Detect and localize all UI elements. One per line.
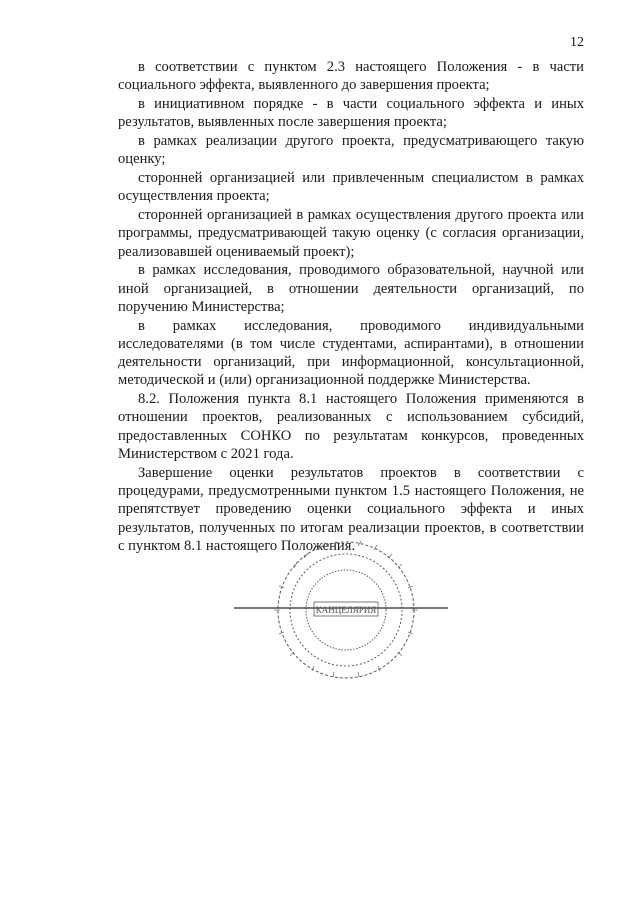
paragraph-4: сторонней организацией или привлеченным специалистом в рамках осуществления проекта; [118,169,584,205]
official-stamp [234,538,448,684]
paragraph-7: в рамках исследования, проводимого индивидуальными исследователями (в том числе студентами, аспирантами), в отношении деятельности организаций, при информационной, консультационной, методической и (или) организационной поддержке Министерства. [118,317,584,389]
paragraph-2: в инициативном порядке - в части социального эффекта и иных результатов, выявленных после завершения проекта; [118,95,584,131]
paragraph-final: Завершение оценки результатов проектов в соответствии с процедурами, предусмотренными пунктом 1.5 настоящего Положения, не препятствует проведению оценки социального эффекта и иных результатов, полученных по итогам реализации проектов, в соответствии с пунктом 8.1 настоящего Положения. [118,464,584,554]
paragraph-8-2: 8.2. Положения пункта 8.1 настоящего Положения применяются в отношении проектов, реализованных с использованием субсидий, предоставленных СОНКО по результатам конкурсов, проведенных Министерством с 2021 года. [118,391,584,462]
paragraph-6: в рамках исследования, проводимого образовательной, научной или иной организацией, в отношении деятельности организаций, по поручению Министерства; [118,262,584,315]
paragraph-3: в рамках реализации другого проекта, предусматривающего такую оценку; [118,132,584,168]
stamp-text: КАНЦЕЛЯРИЯ [315,605,377,615]
paragraph-1: в соответствии с пунктом 2.3 настоящего Положения - в части социального эффекта, выявленного до завершения проекта; [118,59,584,94]
document-body [118,58,584,556]
paragraph-5: сторонней организацией в рамках осуществления другого проекта или программы, предусматривающей такую оценку (с согласия организации, реализовавшей оцениваемый проект); [118,206,584,260]
page-number: 12 [570,35,584,50]
